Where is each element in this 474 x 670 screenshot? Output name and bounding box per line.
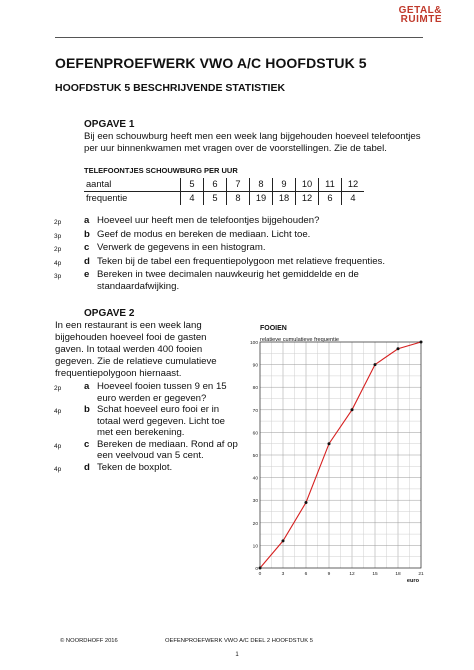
x-tick-label: 15 [372,572,378,577]
table-cell: 8 [250,178,273,192]
y-tick-label: 40 [252,476,258,482]
question-letter: e [84,269,90,280]
table-cell: 8 [227,192,250,206]
question-points: 3p [54,273,62,280]
table-cell: 7 [227,178,250,192]
question-letter: c [84,242,90,253]
question-letter: d [84,461,90,473]
table-cell: 6 [204,178,227,192]
question-e [54,269,394,292]
question-points: 4p [54,442,62,450]
question-points: 2p [54,246,62,253]
question-points: 4p [54,259,62,267]
opgave2-intro [55,320,217,380]
y-tick-label: 50 [252,454,258,459]
question-text: Hoeveel uur heeft men de telefoontjes bijgehouden? [97,215,320,226]
question-text [97,462,254,476]
question-text [97,404,254,439]
data-point [282,539,285,542]
question-letter: a [84,215,90,226]
question-text: Teken bij de tabel een frequentiepolygoon met relatieve frequenties. [97,255,386,267]
y-tick-label: 80 [252,386,258,392]
table-row [84,192,364,206]
question-c [54,439,254,462]
y-tick-label: 70 [252,408,258,414]
question-c [54,242,394,256]
table-cell: 4 [342,192,365,206]
x-tick-label: 18 [395,572,401,577]
opgave2-heading: OPGAVE 2 [84,308,135,319]
question-text-line: Hoeveel fooien tussen 9 en 15 [97,381,227,392]
y-tick-label: 60 [252,431,258,437]
table-cell: 12 [296,192,319,206]
data-point [351,408,354,411]
table-cell: 6 [319,192,342,206]
y-tick-label: 90 [252,363,258,369]
table-cell: 5 [204,192,227,206]
question-text-line: Teken de boxplot. [97,461,173,473]
x-tick-label: 21 [418,572,424,577]
table-row [84,178,364,192]
question-points: 2p [54,219,62,226]
question-a [54,215,394,229]
opgave2-intro-line: frequentiepolygoon hiernaast. [55,368,182,379]
opgave2-intro-line: gegeven. Zie de relatieve cumulatieve [55,356,217,367]
table-cell: 5 [181,178,204,192]
chart-x-axis-label: euro [406,578,419,584]
question-text-line: een veelvoud van 5 cent. [97,450,204,461]
question-text-line: met een berekening. [97,427,185,438]
opgave1-heading: OPGAVE 1 [84,119,135,130]
question-letter: b [84,404,90,415]
data-point [328,442,331,445]
page-number: 1 [235,652,239,658]
table-cell: 18 [273,192,296,206]
data-point [420,341,423,344]
data-point [374,363,377,366]
x-tick-label: 6 [304,572,308,577]
y-tick-label: 0 [255,567,258,572]
opgave1-intro-line: Bij een schouwburg heeft men een week lang bijgehouden hoeveel telefoontjes [84,131,421,142]
question-text [97,439,254,462]
question-text [97,381,254,404]
opgave2-intro-line: bijgehouden hoeveel fooi de gasten [55,332,207,343]
footer-copyright: © NOORDHOFF 2016 [60,638,118,644]
question-text: Verwerk de gegevens in een histogram. [97,242,266,253]
y-tick-label: 20 [252,521,258,527]
chart-y-axis-label: relatieve cumulatieve frequentie [260,337,339,343]
fooien-cumulative-chart [245,318,430,590]
table-cell: 11 [319,178,342,192]
y-tick-label: 30 [252,499,258,505]
table-row-label: frequentie [86,193,128,203]
opgave1-questions [54,215,394,292]
question-text-line: totaal werd gegeven. Licht toe [97,415,226,427]
question-d [54,462,254,476]
question-b [54,404,254,439]
table-cell: 12 [342,178,365,192]
page-title: OEFENPROEFWERK VWO A/C HOOFDSTUK 5 [55,55,367,71]
opgave2-questions [54,381,254,475]
table-cell: 19 [250,192,273,206]
opgave1-intro-line: per uur binnenkwamen met vragen over de voorstellingen. Zie de tabel. [84,143,387,154]
y-tick-label: 10 [252,544,258,550]
publisher-logo [399,6,442,24]
x-tick-label: 0 [258,572,262,577]
question-b [54,229,394,243]
data-point [259,567,262,570]
table-row-label: aantal [84,178,181,192]
opgave2-intro-line: In een restaurant is een week lang [55,320,202,331]
table-cell: 9 [273,178,296,192]
y-tick-label: 100 [249,341,258,346]
table-title: TELEFOONTJES SCHOUWBURG PER UUR [84,166,238,175]
header-rule [55,37,423,38]
logo-line-1: GETAL& [398,5,442,16]
question-text-line: Schat hoeveel euro fooi er in [97,404,220,415]
footer-title: OEFENPROEFWERK VWO A/C DEEL 2 HOOFDSTUK 5 [165,638,313,644]
table-cell: 10 [296,178,319,192]
x-tick-label: 9 [327,572,331,577]
question-points: 2p [54,385,62,392]
chart-x-ticks [259,571,424,577]
question-points: 4p [54,465,62,473]
question-points: 3p [54,232,62,240]
chapter-subtitle: HOOFDSTUK 5 BESCHRIJVENDE STATISTIEK [55,82,286,94]
chart-title: FOOIEN [260,325,287,332]
table-cell: 4 [181,192,204,206]
question-letter: c [84,438,90,450]
chart-y-ticks [250,340,258,572]
data-point [397,347,400,350]
question-text-line: euro werden er gegeven? [97,392,207,404]
logo-line-2: RUIMTE [400,14,442,25]
opgave1-intro [84,131,421,155]
question-d [54,256,394,270]
question-text: Bereken in twee decimalen nauwkeurig het gemiddelde en de standaardafwijking. [97,269,359,292]
chart-grid [260,342,421,568]
frequency-table [84,178,364,205]
question-letter: d [84,255,90,267]
opgave2-intro-line: gaven. In totaal werden 400 fooien [55,344,203,355]
question-letter: a [84,381,90,392]
question-a [54,381,254,404]
question-text-line: Bereken de mediaan. Rond af op [97,438,238,450]
x-tick-label: 3 [281,572,285,577]
question-letter: b [84,228,90,240]
x-tick-label: 12 [349,572,355,577]
question-points: 4p [54,408,62,415]
question-text: Geef de modus en bereken de mediaan. Licht toe. [97,228,311,240]
data-point [305,501,308,504]
